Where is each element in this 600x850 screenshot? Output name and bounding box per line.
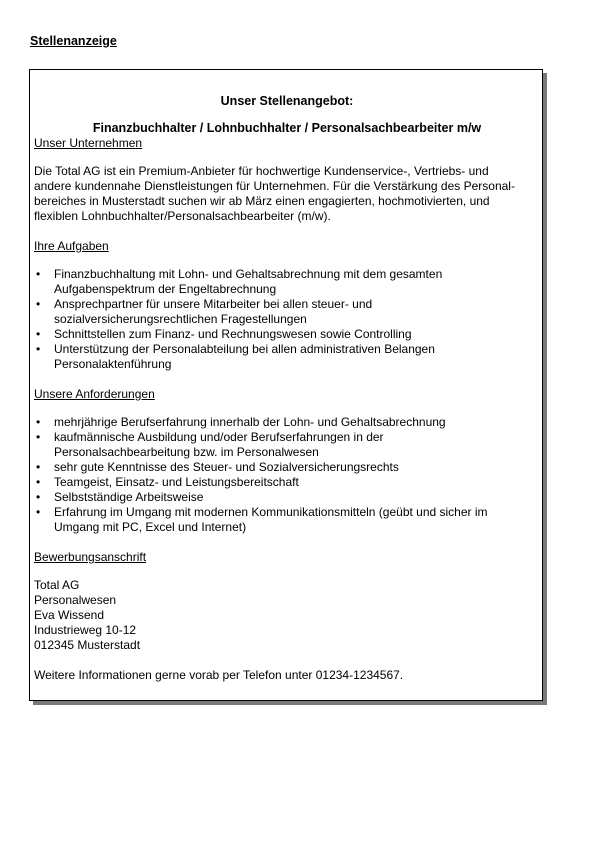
requirement-line: Umgang mit PC, Excel und Internet) bbox=[54, 520, 247, 534]
company-line: andere kundennahe Dienstleistungen für Unternehmen. Für die Verstärkung des Personal- bbox=[34, 179, 515, 193]
list-item bbox=[34, 267, 540, 297]
task-line: sozialversicherungsrechtlichen Fragestellungen bbox=[54, 312, 307, 326]
address-company: Total AG bbox=[34, 578, 80, 592]
task-line: Finanzbuchhaltung mit Lohn- und Gehaltsabrechnung mit dem gesamten bbox=[54, 267, 443, 281]
company-description bbox=[34, 164, 540, 224]
requirement-line: sehr gute Kenntnisse des Steuer- und Sozialversicherungsrechts bbox=[54, 460, 399, 474]
task-line: Ansprechpartner für unsere Mitarbeiter bei allen steuer- und bbox=[54, 297, 373, 311]
task-line: Personalaktenführung bbox=[54, 357, 172, 371]
position-title: Finanzbuchhalter / Lohnbuchhalter / Personalsachbearbeiter m/w bbox=[92, 121, 482, 135]
requirement-line: Personalsachbearbeitung bzw. im Personalwesen bbox=[54, 445, 319, 459]
address-contact: Eva Wissend bbox=[34, 608, 105, 622]
job-ad-content bbox=[34, 94, 540, 683]
requirement-line: mehrjährige Berufserfahrung innerhalb der Lohn- und Gehaltsabrechnung bbox=[54, 415, 446, 429]
requirement-line: Selbstständige Arbeitsweise bbox=[54, 490, 204, 504]
address-street: Industrieweg 10-12 bbox=[34, 623, 137, 637]
list-item bbox=[34, 460, 540, 475]
requirements-list bbox=[34, 415, 540, 535]
requirement-line: kaufmännische Ausbildung und/oder Berufserfahrungen in der bbox=[54, 430, 384, 444]
list-item bbox=[34, 505, 540, 535]
company-line: Die Total AG ist ein Premium-Anbieter für hochwertige Kundenservice-, Vertriebs- und bbox=[34, 164, 489, 178]
requirement-line: Erfahrung im Umgang mit modernen Kommunikationsmitteln (geübt und sicher im bbox=[54, 505, 488, 519]
application-address bbox=[34, 578, 540, 653]
offer-title: Unser Stellenangebot: bbox=[220, 94, 354, 108]
address-city: 012345 Musterstadt bbox=[34, 638, 141, 652]
list-item bbox=[34, 327, 540, 342]
company-heading: Unser Unternehmen bbox=[34, 136, 143, 150]
list-item bbox=[34, 490, 540, 505]
contact-info: Weitere Informationen gerne vorab per Telefon unter 01234-1234567. bbox=[34, 668, 404, 682]
list-item bbox=[34, 297, 540, 327]
job-ad-box bbox=[29, 69, 543, 701]
task-line: Schnittstellen zum Finanz- und Rechnungswesen sowie Controlling bbox=[54, 327, 412, 341]
requirements-heading: Unsere Anforderungen bbox=[34, 387, 155, 401]
requirement-line: Teamgeist, Einsatz- und Leistungsbereitschaft bbox=[54, 475, 299, 489]
tasks-list bbox=[34, 267, 540, 372]
list-item bbox=[34, 430, 540, 460]
task-line: Aufgabenspektrum der Engeltabrechnung bbox=[54, 282, 277, 296]
list-item bbox=[34, 342, 540, 372]
tasks-heading: Ihre Aufgaben bbox=[34, 239, 109, 253]
company-line: bereiches in Musterstadt suchen wir ab März einen engagierten, hochmotivierten, und bbox=[34, 194, 490, 208]
list-item bbox=[34, 475, 540, 490]
company-line: flexiblen Lohnbuchhalter/Personalsachbearbeiter (m/w). bbox=[34, 209, 331, 223]
address-department: Personalwesen bbox=[34, 593, 117, 607]
document-heading: Stellenanzeige bbox=[30, 34, 117, 48]
task-line: Unterstützung der Personalabteilung bei allen administrativen Belangen bbox=[54, 342, 435, 356]
list-item bbox=[34, 415, 540, 430]
address-heading: Bewerbungsanschrift bbox=[34, 550, 147, 564]
